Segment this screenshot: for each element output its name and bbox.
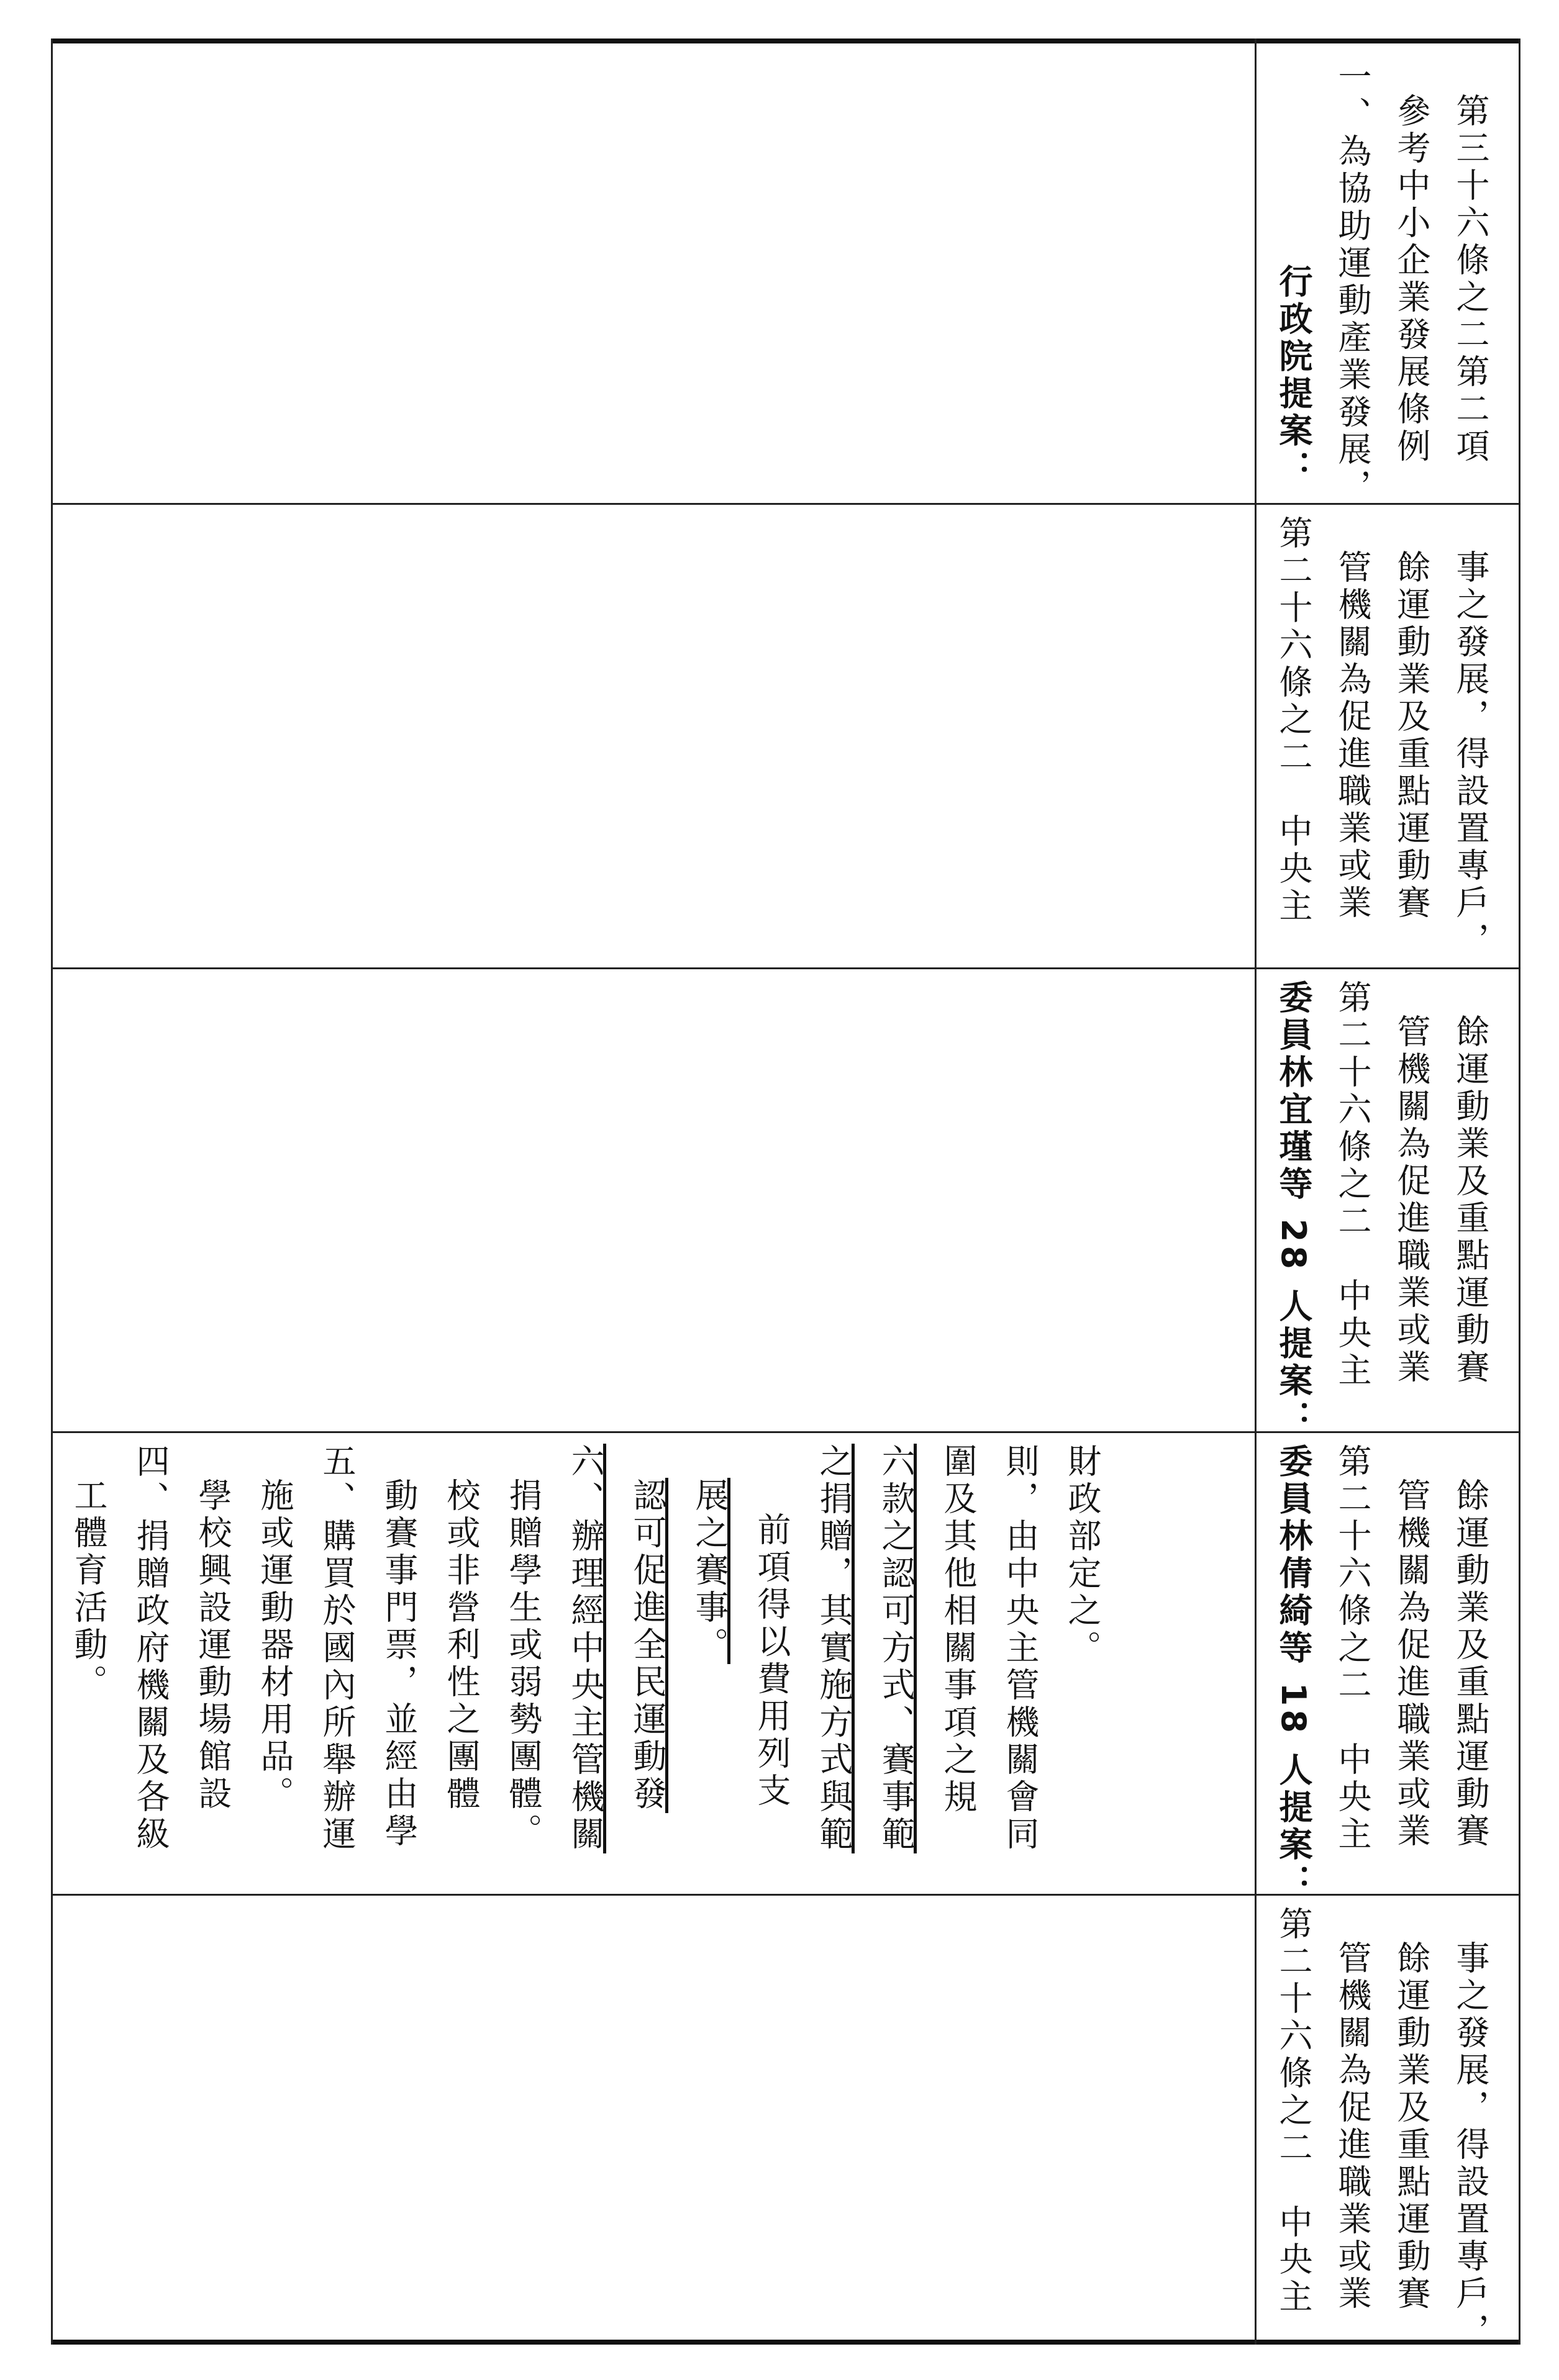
row4-middle-cell — [68, 1444, 1242, 1891]
cell-line: 餘運動業及重點運動賽 — [1392, 550, 1431, 922]
row2-right-cell — [1273, 515, 1509, 962]
row3-right-cell — [1273, 980, 1509, 1437]
cell-line: 展之賽事。 — [690, 1478, 729, 1664]
cell-line: 捐贈學生或弱勢團體。 — [504, 1478, 543, 1850]
row-divider — [51, 967, 1520, 969]
cell-line: 第二十六條之二 中央主 — [1333, 1444, 1372, 1853]
cell-line: 第二十六條之二 中央主 — [1333, 980, 1372, 1390]
row1-right-cell — [1273, 59, 1509, 506]
table-right-border — [1519, 38, 1520, 2345]
cell-line: 四、捐贈政府機關及各級 — [131, 1444, 170, 1853]
cell-line: 學校興設運動場館設 — [193, 1478, 232, 1813]
column-divider — [1255, 38, 1257, 2345]
cell-line: 管機關為促進職業或業 — [1333, 1940, 1372, 2313]
cell-line: 第三十六條之二第二項 — [1451, 93, 1490, 466]
proposal-title: 行政院提案： — [1274, 264, 1313, 487]
cell-line: 則，由中央主管機關會同 — [1001, 1444, 1040, 1853]
cell-line: 動賽事門票，並經由學 — [380, 1478, 419, 1850]
cell-line: 事之發展，得設置專戶， — [1451, 550, 1490, 959]
cell-line: 六款之認可方式、賽事範 — [876, 1444, 916, 1853]
cell-line: 認可促進全民運動發 — [628, 1478, 667, 1813]
cell-line: 管機關為促進職業或業 — [1392, 1014, 1431, 1387]
cell-line: 校或非營利性之團體 — [442, 1478, 481, 1813]
cell-line: 六、辦理經中央主管機關 — [566, 1444, 605, 1853]
cell-line: 第二十六條之二 中央主 — [1274, 1906, 1313, 2316]
cell-line: 管機關為促進職業或業 — [1392, 1478, 1431, 1850]
cell-line: 圍及其他相關事項之規 — [939, 1444, 978, 1816]
row5-right-cell — [1273, 1906, 1509, 2350]
proposal-title: 委員林倩綺等 18 人提案： — [1274, 1444, 1313, 1901]
cell-line: 工體育活動。 — [69, 1478, 108, 1701]
cell-line: 參考中小企業發展條例 — [1392, 93, 1431, 466]
top-rule — [51, 38, 1520, 43]
cell-line: 一、為協助運動產業發展， — [1333, 59, 1372, 506]
cell-line: 餘運動業及重點運動賽 — [1451, 1014, 1490, 1387]
proposal-title: 委員林宜瑾等 28 人提案： — [1274, 980, 1313, 1437]
table-left-border — [51, 38, 53, 2345]
cell-line: 第二十六條之二 中央主 — [1274, 515, 1313, 925]
cell-line: 施或運動器材用品。 — [255, 1478, 294, 1813]
row4-right-cell — [1273, 1444, 1509, 1901]
cell-line: 前項得以費用列支 — [752, 1512, 791, 1810]
row-divider — [51, 503, 1520, 505]
cell-line: 餘運動業及重點運動賽 — [1392, 1940, 1431, 2313]
cell-line: 之捐贈，其實施方式與範 — [814, 1444, 853, 1853]
bottom-rule — [51, 2340, 1520, 2345]
cell-line: 管機關為促進職業或業 — [1333, 550, 1372, 922]
cell-line: 事之發展，得設置專戶， — [1451, 1940, 1490, 2350]
cell-line: 財政部定之。 — [1063, 1444, 1102, 1667]
cell-line: 五、購買於國內所舉辦運 — [317, 1444, 357, 1853]
cell-line: 餘運動業及重點運動賽 — [1451, 1478, 1490, 1850]
